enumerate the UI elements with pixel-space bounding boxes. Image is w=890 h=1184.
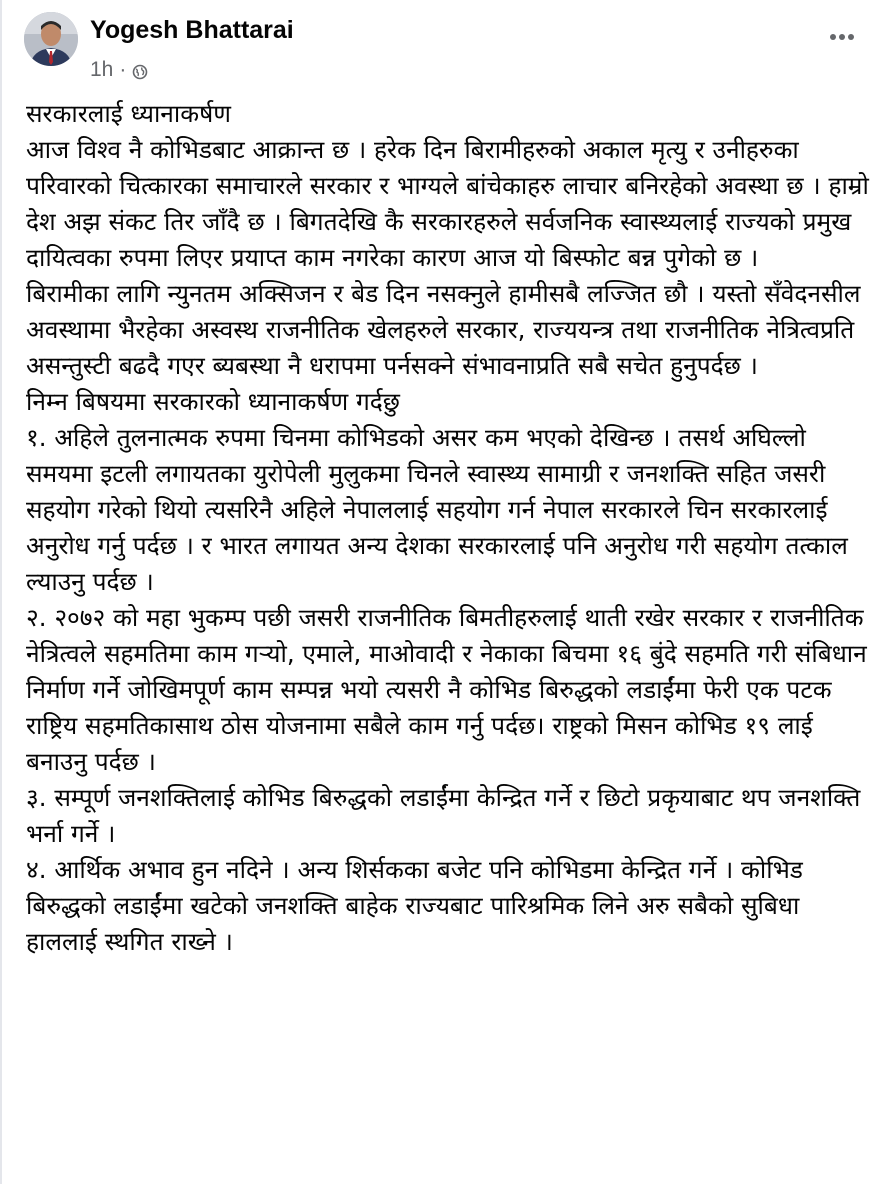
post-body: [26, 96, 876, 960]
post-point-4: ४. आर्थिक अभाव हुन नदिने । अन्य शिर्सकका बजेट पनि कोभिडमा केन्द्रित गर्ने । कोभिड बिरुद्धको लडाईंमा खटेको जनशक्ति बाहेक राज्यबाट पारिश्रमिक लिने अरु सबैको सुबिधा हाललाई स्थगित राख्ने ।: [26, 855, 803, 956]
avatar-image: [24, 12, 78, 66]
post-point-2: २. २०७२ को महा भुकम्प पछी जसरी राजनीतिक बिमतीहरुलाई थाती रखेर सरकार र राजनीतिक नेत्रित्वले सहमतिमा काम गर्‍यो, एमाले, माओवादी र नेकाका बिचमा १६ बुंदे सहमति गरी संबिधान निर्माण गर्ने जोखिमपूर्ण काम सम्पन्न भयो त्यसरी नै कोभिड बिरुद्धको लडाईंमा फेरी एक पटक राष्ट्रिय सहमतिकासाथ ठोस योजनामा सबैले काम गर्नु पर्दछ। राष्ट्रको मिसन कोभिड १९ लाई बनाउनु पर्दछ ।: [26, 603, 867, 776]
post-paragraph: बिरामीका लागि न्युनतम अक्सिजन र बेड दिन नसक्नुले हामीसबै लज्जित छौ । यस्तो सँवेदनसील अवस्थामा भैरहेका अस्वस्थ राजनीतिक खेलहरुले सरकार, राज्ययन्त्र तथा राजनीतिक नेत्रित्वप्रति असन्तुस्टी बढदै गएर ब्यबस्था नै धरापमा पर्नसक्ने संभावनाप्रति सबै सचेत हुनुपर्दछ ।: [26, 279, 861, 380]
post-point-1: १. अहिले तुलनात्मक रुपमा चिनमा कोभिडको असर कम भएको देखिन्छ । तसर्थ अघिल्लो समयमा इटली लगायतका युरोपेली मुलुकमा चिनले स्वास्थ्य सामाग्री र जनशक्ति सहित जसरी सहयोग गरेको थियो त्यसरिनै अहिले नेपाललाई सहयोग गर्न नेपाल सरकारले चिन सरकारलाई अनुरोध गर्नु पर्दछ । र भारत लगायत अन्य देशका सरकारलाई पनि अनुरोध गरी सहयोग तत्काल ल्याउनु पर्दछ ।: [26, 423, 848, 596]
meta-separator: ·: [119, 58, 127, 81]
post-subheading: निम्न बिषयमा सरकारको ध्यानाकर्षण गर्दछु: [26, 387, 400, 416]
author-avatar[interactable]: [24, 12, 78, 66]
post-paragraph: आज विश्व नै कोभिडबाट आक्रान्त छ । हरेक दिन बिरामीहरुको अकाल मृत्यु र उनीहरुका परिवारको चित्कारका समाचारले सरकार र भाग्यले बांचेकाहरु लाचार बनिरहेको अवस्था छ । हाम्रो देश अझ संकट तिर जाँदै छ । बिगतदेखि कै सरकारहरुले सर्वजनिक स्वास्थ्यलाई राज्यको प्रमुख दायित्वका रुपमा लिएर प्रयाप्त काम नगरेका कारण आज यो बिस्फोट बन्न पुगेको छ ।: [26, 135, 869, 272]
post-point-3: ३. सम्पूर्ण जनशक्तिलाई कोभिड बिरुद्धको लडाईंमा केन्द्रित गर्ने र छिटो प्रकृयाबाट थप जनशक्ति भर्ना गर्ने ।: [26, 783, 861, 848]
post-header: [24, 12, 874, 92]
more-horizontal-icon: [829, 33, 855, 41]
post-meta: [90, 58, 148, 82]
more-options-button[interactable]: [822, 22, 862, 52]
post-heading: सरकारलाई ध्यानाकर्षण: [26, 99, 231, 128]
globe-icon[interactable]: [132, 62, 148, 78]
author-name[interactable]: Yogesh Bhattarai: [90, 16, 294, 44]
post-time[interactable]: 1h: [90, 58, 114, 81]
